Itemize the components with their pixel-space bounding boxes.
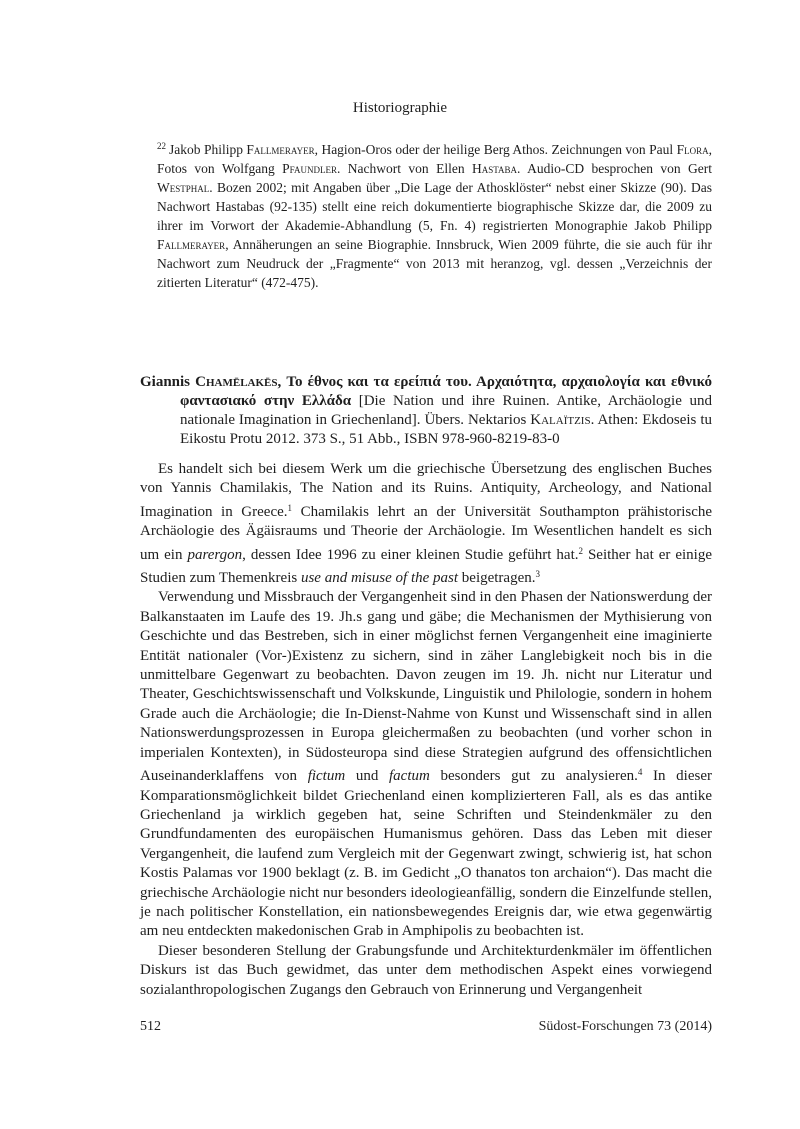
page-number: 512 <box>140 1019 161 1034</box>
emphasis: fictum <box>307 768 346 785</box>
text: Seither hat er einige Studien zum Themenkreis <box>140 546 712 587</box>
journal-footer: Südost-Forschungen 73 (2014) <box>538 1019 712 1034</box>
paragraph-1 <box>140 460 712 588</box>
footnote-name: Pfaundler <box>282 161 337 176</box>
footnote-text: , Fotos von Wolfgang <box>157 142 712 176</box>
footnote-number: 22 <box>157 141 166 151</box>
text: beigetragen. <box>458 570 536 587</box>
review-author-last: Chamēlakēs <box>195 374 278 390</box>
paragraph-3: Dieser besonderen Stellung der Grabungsfunde und Architekturdenkmäler im öffentlichen Diskurs ist das Buch gewidmet, das unter dem methodischen Aspekt eines vorwiegend sozialanthropologischen Zugangs den Gebrauch von Erinnerung und Vergangenheit <box>140 942 712 998</box>
footnote-text: , Annäherungen an seine Biographie. Innsbruck, Wien 2009 führte, die sie auch für ihr Nachwort zum Neudruck der „Fragmente“ von 2013 mit heranzog, vgl. dessen „Verzeichnis der zitierten Literatur“ (472-475). <box>157 237 712 290</box>
paragraph-2 <box>140 588 712 941</box>
review-publication-info: . Athen: Ekdoseis tu Eikostu Protu 2012. 373 S., 51 Abb., ISBN 978-960-8219-83-0 <box>180 412 712 447</box>
emphasis: parergon <box>187 546 243 563</box>
text: , dessen Idee 1996 zu einer kleinen Studie geführt hat. <box>242 546 579 563</box>
footnote <box>157 137 712 292</box>
footnote-text: . Bozen 2002; mit Angaben über „Die Lage der Athosklöster“ nebst einer Skizze (90). Das Nachwort Hastabas (92-135) stellt eine reich dokumentierte biographische Skizze dar, die 2009 zu ihrer im Vorwort der Akademie-Abhandlung (5, Fn. 4) registrierten Monographie Jakob Philipp <box>157 180 712 233</box>
footnote-name: Westphal <box>157 180 210 195</box>
text: In dieser Komparationsmöglichkeit bildet Griechenland einen komplizierteren Fall, als es das antike Griechenland ja wirklich gegeben hat, seine Schriften und Steindenkmäler zu den Grundfundamenten des europäischen Humanismus gehören. Dass das Leben mit dieser Vergangenheit, die laufend zum Vergleich mit der Gegenwart zwingt, schwierig ist, hat schon Kostis Palamas vor 1900 beklagt (z. B. im Gedicht „O thanatos ton archaion“). Das macht die griechische Archäologie nicht nur besonders ideologieanfällig, sondern die Einzelfunde stellen, je nach politischer Konstellation, ein nationsbewegendes Ereignis dar, wie etwa gegenwärtig am neu entdeckten makedonischen Grab in Amphipolis zu beobachten ist. <box>140 768 712 940</box>
review-body <box>140 460 712 1000</box>
footnote-name: Flora <box>676 142 709 157</box>
running-header: Historiographie <box>352 100 448 116</box>
text: und <box>345 768 390 785</box>
review-translator: Kalaïtzis <box>530 412 591 428</box>
footnote-text: Jakob Philipp <box>169 142 247 157</box>
footnote-name: Hastaba <box>471 161 518 176</box>
review-author-first: Giannis <box>140 374 196 390</box>
text: Es handelt sich bei diesem Werk um die griechische Übersetzung des englischen Buches von Yannis Chamilakis, The Nation and its Ruins. Antiquity, Archeology, and National Imagination in Greece. <box>140 461 712 520</box>
footnote-name: Fallmerayer <box>157 237 226 252</box>
text: Chamilakis lehrt an der Universität Southampton prähistorische Archäologie des Ägäisraums und Theorie der Archäologie. Im Wesentlichen handelt es sich um ein <box>140 503 713 563</box>
review-heading <box>140 373 712 449</box>
footnote-ref: 4 <box>637 767 643 778</box>
emphasis: use and misuse of the past <box>300 570 459 587</box>
review-greek-title: , Το έθνος και τα ερείπιά του. Αρχαιότητα, αρχαιολογία και εθνικό φαντασιακό στην Ελλάδα <box>180 374 712 409</box>
footnote-name: Fallmerayer <box>246 142 315 157</box>
review-german-title: [Die Nation und ihre Ruinen. Antike, Archäologie und nationale Imagination in Griechenland]. Übers. Nektarios <box>180 393 713 428</box>
text: Verwendung und Missbrauch der Vergangenheit sind in den Phasen der Nationswerdung der Balkanstaaten im Laufe des 19. Jh.s gang und gäbe; die Mechanismen der Mythisierung von Geschichte und das Bestreben, sich in einer möglichst fernen Vergangenheit eine imaginierte Entität nationaler (Vor-)Existenz zu sichern, sind in zäher Langlebigkeit noch bis in die unmittelbare Gegenwart zu beobachten. Davon zeugen im 19. Jh. nicht nur Literatur und Theater, Geschichtswissenschaft und Volkskunde, Linguistik und Philologie, sondern in hohem Grade auch die Archäologie; die In-Dienst-Nahme von Kunst und Wissenschaft sind in allen Nationswerdungsprozessen in Europa gleichermaßen zu beobachten (und vorher schon in imperialen Kontexten), in Südosteuropa sind diese Strategien aufgrund des offensichtlichen Auseinanderklaffens von <box>140 589 712 785</box>
text: besonders gut zu analysieren. <box>429 768 638 785</box>
footnote-ref: 1 <box>287 502 293 513</box>
footnote-text: . Nachwort von Ellen <box>337 161 472 176</box>
footnote-ref: 3 <box>535 569 540 580</box>
footnote-ref: 2 <box>578 545 583 556</box>
footnote-text: . Audio-CD besprochen von Gert <box>517 161 713 176</box>
emphasis: factum <box>389 768 430 785</box>
footnote-text: , Hagion-Oros oder der heilige Berg Athos. Zeichnungen von Paul <box>314 142 677 157</box>
